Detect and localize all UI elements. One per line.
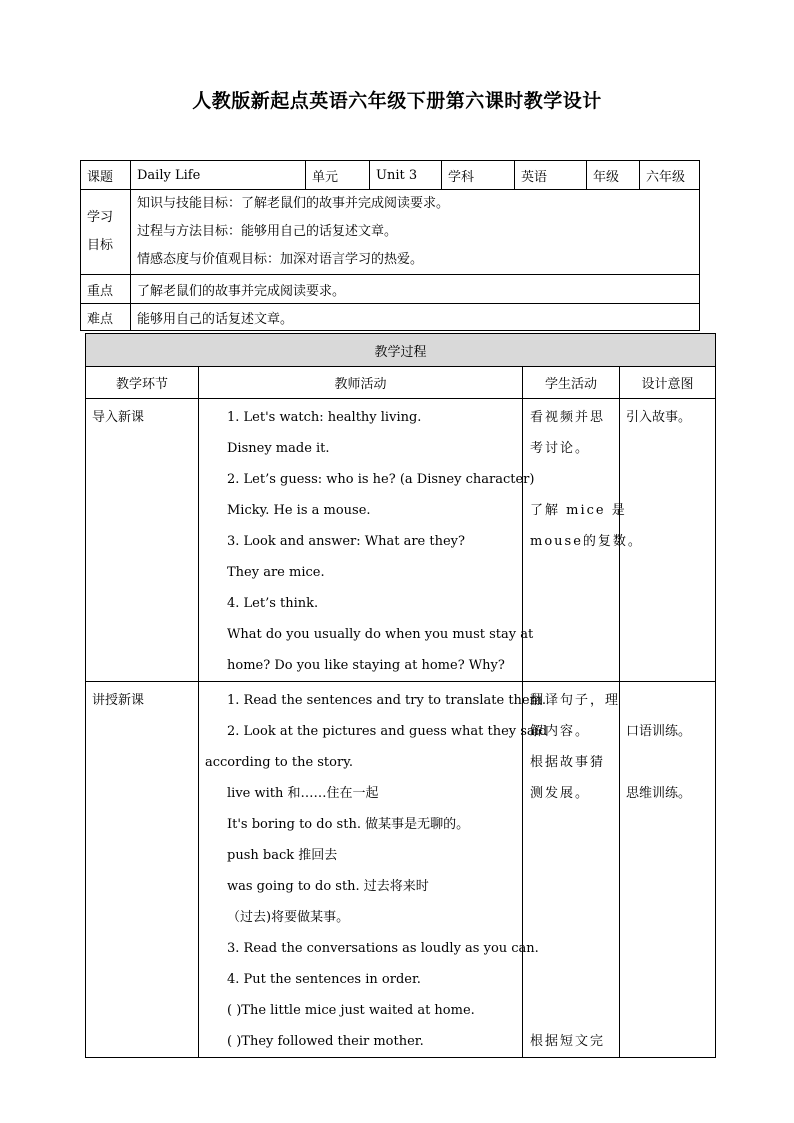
teacher-line: They are mice.: [227, 565, 325, 580]
design-line: 口语训练。: [626, 724, 692, 739]
document-title: 人教版新起点英语六年级下册第六课时教学设计: [192, 90, 602, 112]
teacher-line: （过去)将要做某事。: [227, 910, 350, 925]
grade-value: 六年级: [640, 161, 700, 190]
student-line: [530, 464, 615, 495]
topic-value: Daily Life: [131, 161, 306, 190]
stage-label: 讲授新课: [92, 693, 145, 708]
student-line: 翻译句子，理: [530, 693, 621, 708]
teacher-line: 1. Read the sentences and try to translate them.: [227, 693, 547, 708]
teacher-line: 4. Let’s think.: [227, 596, 319, 611]
design-intent-cell: [620, 682, 716, 1058]
process-header: 教学过程: [86, 334, 716, 367]
design-line: [620, 747, 715, 778]
student-activity-cell: [523, 682, 620, 1058]
goal-item: 过程与方法目标：能够用自己的话复述文章。: [137, 224, 398, 239]
teaching-process-table: [85, 333, 716, 1058]
teacher-line: 3. Look and answer: What are they?: [227, 534, 465, 549]
column-header-teacher: 教师活动: [199, 367, 523, 399]
design-line: 思维训练。: [626, 786, 692, 801]
student-line: mouse的复数。: [530, 534, 643, 549]
label-subject: 学科: [442, 161, 515, 190]
student-line: [530, 840, 615, 871]
teacher-line: 4. Put the sentences in order.: [227, 972, 421, 987]
student-line: [530, 964, 615, 995]
student-line: 了解 mice 是: [530, 503, 627, 518]
student-line: [530, 871, 615, 902]
teacher-line: Disney made it.: [227, 441, 330, 456]
stage-cell: [86, 399, 199, 682]
design-line: [620, 685, 715, 716]
key-point-value: 了解老鼠们的故事并完成阅读要求。: [131, 275, 700, 304]
lesson-info-table: [80, 160, 700, 331]
stage-label: 导入新课: [92, 410, 145, 425]
label-grade: 年级: [587, 161, 640, 190]
teacher-line: What do you usually do when you must stay at: [227, 627, 534, 642]
teacher-line: was going to do sth. 过去将来时: [227, 879, 429, 894]
teacher-line: Micky. He is a mouse.: [227, 503, 371, 518]
teacher-line: according to the story.: [205, 755, 353, 770]
column-header-stage: 教学环节: [86, 367, 199, 399]
unit-value: Unit 3: [370, 161, 442, 190]
label-goals: [81, 190, 131, 275]
teacher-line: 1. Let's watch: healthy living.: [227, 410, 422, 425]
teacher-line: 2. Let’s guess: who is he? (a Disney character): [227, 472, 535, 487]
teacher-line: 2. Look at the pictures and guess what they said: [227, 724, 548, 739]
teacher-line: ( )The little mice just waited at home.: [227, 1003, 475, 1018]
teacher-line: live with 和……住在一起: [227, 786, 379, 801]
teacher-activity-cell: [199, 399, 535, 682]
student-line: 解内容。: [530, 724, 591, 739]
goals-list: [131, 190, 700, 275]
teacher-line: It's boring to do sth. 做某事是无聊的。: [227, 817, 470, 832]
label-goals-line: 学习: [87, 210, 114, 225]
student-line: [530, 995, 615, 1026]
stage-cell: [86, 682, 199, 1058]
column-header-design: 设计意图: [620, 367, 716, 399]
subject-value: 英语: [515, 161, 587, 190]
goal-item: 情感态度与价值观目标：加深对语言学习的热爱。: [137, 252, 424, 267]
label-key-point: 重点: [81, 275, 131, 304]
student-line: [530, 809, 615, 840]
student-activity-cell: [523, 399, 643, 682]
teacher-line: ( )They followed their mother.: [227, 1034, 424, 1049]
student-line: 考讨论。: [530, 441, 591, 456]
label-topic: 课题: [81, 161, 131, 190]
label-goals-line: 目标: [87, 238, 114, 253]
student-line: 看视频并思: [530, 410, 606, 425]
label-difficult-point: 难点: [81, 304, 131, 331]
teacher-activity-cell: [199, 682, 548, 1058]
student-line: [530, 933, 615, 964]
difficult-point-value: 能够用自己的话复述文章。: [131, 304, 700, 331]
student-line: 根据故事猜: [530, 755, 606, 770]
design-line: 引入故事。: [626, 410, 692, 425]
goal-item: 知识与技能目标：了解老鼠们的故事并完成阅读要求。: [137, 196, 450, 211]
teacher-line: push back 推回去: [227, 848, 338, 863]
student-line: [530, 902, 615, 933]
student-line: 根据短文完: [530, 1034, 606, 1049]
label-unit: 单元: [306, 161, 370, 190]
teacher-line: 3. Read the conversations as loudly as you can.: [227, 941, 539, 956]
teacher-line: home? Do you like staying at home? Why?: [227, 658, 505, 673]
student-line: 测发展。: [530, 786, 591, 801]
column-header-student: 学生活动: [523, 367, 620, 399]
